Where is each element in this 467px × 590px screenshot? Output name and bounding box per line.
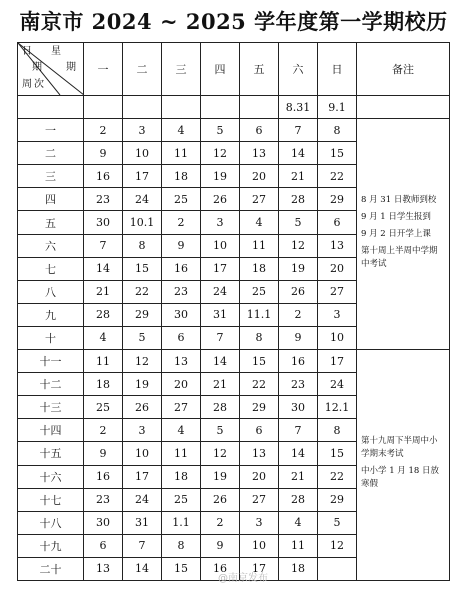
date-cell [201,96,240,119]
week-label: 九 [18,303,84,326]
week-label: 十七 [18,488,84,511]
date-cell: 27 [318,280,357,303]
date-cell: 14 [279,142,318,165]
week-label: 二 [18,142,84,165]
corner-label-xing: 星 [51,46,61,57]
date-cell: 17 [201,257,240,280]
date-cell: 3 [123,419,162,442]
date-cell [240,96,279,119]
date-cell [123,96,162,119]
week-label: 十八 [18,511,84,534]
note-line: 9 月 1 日学生报到 [361,211,431,222]
date-cell: 4 [84,326,123,349]
date-cell: 17 [318,350,357,373]
week-row [18,350,450,373]
notes-block [361,194,445,271]
weekday-header: 二 [123,43,162,96]
date-cell: 18 [162,465,201,488]
date-cell: 7 [201,326,240,349]
week-row [18,119,450,142]
date-cell: 24 [123,488,162,511]
semester-notes-first [357,119,450,350]
date-cell: 10 [201,234,240,257]
date-cell: 17 [123,465,162,488]
date-cell: 21 [279,465,318,488]
date-cell: 22 [123,280,162,303]
date-cell [162,96,201,119]
note-line: 第十九周下半周中小学期末考试 [361,436,438,459]
weekday-header: 日 [318,43,357,96]
date-cell: 12.1 [318,396,357,419]
date-cell: 26 [201,488,240,511]
date-cell: 29 [318,488,357,511]
date-cell: 14 [279,442,318,465]
date-cell: 24 [318,373,357,396]
week-label: 十二 [18,373,84,396]
date-cell: 5 [201,419,240,442]
date-cell: 4 [240,211,279,234]
date-cell: 13 [240,142,279,165]
date-cell: 1.1 [162,511,201,534]
date-cell: 16 [162,257,201,280]
date-cell: 21 [279,165,318,188]
date-cell: 7 [279,119,318,142]
date-cell: 29 [318,188,357,211]
date-cell: 31 [201,303,240,326]
date-cell: 21 [201,373,240,396]
date-cell: 10 [123,142,162,165]
date-cell: 16 [201,557,240,580]
date-cell: 28 [279,188,318,211]
date-cell: 11 [240,234,279,257]
date-cell: 13 [318,234,357,257]
date-cell: 11 [162,442,201,465]
note-line: 第十周上半周中学期中考试 [361,245,438,269]
date-cell: 5 [123,326,162,349]
date-cell: 4 [162,119,201,142]
week-label: 七 [18,257,84,280]
date-cell: 14 [201,350,240,373]
date-cell: 4 [162,419,201,442]
date-cell: 8 [240,326,279,349]
semester-notes-second [357,350,450,581]
date-cell: 24 [201,280,240,303]
date-cell: 12 [123,350,162,373]
date-cell: 13 [162,350,201,373]
date-cell: 3 [123,119,162,142]
date-cell: 11 [162,142,201,165]
date-cell: 18 [162,165,201,188]
date-cell: 30 [84,211,123,234]
date-cell: 2 [84,419,123,442]
date-cell: 18 [240,257,279,280]
date-cell: 15 [123,257,162,280]
date-cell: 5 [201,119,240,142]
date-cell: 9 [84,442,123,465]
date-cell: 31 [123,511,162,534]
weekday-header: 五 [240,43,279,96]
date-cell: 8.31 [279,96,318,119]
corner-label-qi2: 期 [66,62,76,73]
header-row [18,43,450,96]
calendar-body [18,96,450,581]
date-cell: 29 [240,396,279,419]
date-cell [318,557,357,580]
weekday-header: 三 [162,43,201,96]
date-cell: 7 [123,534,162,557]
date-cell: 26 [123,396,162,419]
date-cell: 15 [162,557,201,580]
week-label: 六 [18,234,84,257]
date-cell: 13 [84,557,123,580]
week-label: 十一 [18,350,84,373]
date-cell: 16 [84,165,123,188]
week-label: 十三 [18,396,84,419]
date-cell: 16 [279,350,318,373]
date-cell: 5 [318,511,357,534]
corner-label-zhou: 周 [22,79,32,90]
date-cell: 27 [162,396,201,419]
date-cell: 19 [201,465,240,488]
date-cell: 29 [123,303,162,326]
date-cell: 17 [123,165,162,188]
date-cell: 3 [318,303,357,326]
date-cell: 30 [84,511,123,534]
date-cell: 15 [318,142,357,165]
date-cell: 23 [279,373,318,396]
date-cell: 18 [279,557,318,580]
date-cell: 20 [240,465,279,488]
date-cell: 22 [318,465,357,488]
corner-label-qi1: 期 [32,62,42,73]
week-label: 十 [18,326,84,349]
date-cell: 16 [84,465,123,488]
date-cell: 28 [201,396,240,419]
date-cell: 28 [84,303,123,326]
date-cell: 25 [162,488,201,511]
date-cell: 12 [318,534,357,557]
date-cell: 9 [162,234,201,257]
date-cell: 8 [318,419,357,442]
date-cell: 26 [201,188,240,211]
date-cell: 6 [240,419,279,442]
date-cell: 14 [84,257,123,280]
date-cell: 10 [318,326,357,349]
week-label: 三 [18,165,84,188]
date-cell: 2 [84,119,123,142]
date-cell: 8 [123,234,162,257]
date-cell: 17 [240,557,279,580]
week-label: 八 [18,280,84,303]
weekday-header: 一 [84,43,123,96]
date-cell: 3 [240,511,279,534]
date-cell: 25 [84,396,123,419]
date-cell: 2 [201,511,240,534]
date-cell: 18 [84,373,123,396]
corner-label-ri: 日 [22,46,32,57]
watermark: @南京发布 [218,573,268,584]
date-cell: 19 [279,257,318,280]
date-cell: 7 [279,419,318,442]
date-cell: 3 [201,211,240,234]
date-cell: 20 [240,165,279,188]
date-cell: 21 [84,280,123,303]
date-cell: 11 [279,534,318,557]
week-label: 十五 [18,442,84,465]
date-cell [84,96,123,119]
note-line: 中小学 1 月 18 日放寒假 [361,466,440,489]
date-cell: 4 [279,511,318,534]
date-cell: 6 [240,119,279,142]
date-cell: 6 [84,534,123,557]
weekday-header: 四 [201,43,240,96]
date-cell: 7 [84,234,123,257]
note-line: 9 月 2 日开学上课 [361,228,431,239]
date-cell: 11 [84,350,123,373]
weekday-header: 六 [279,43,318,96]
date-cell: 8 [318,119,357,142]
note-line: 8 月 31 日教师到校 [361,194,437,205]
corner-label-ci: 次 [34,79,44,90]
date-cell: 9 [84,142,123,165]
date-cell: 5 [279,211,318,234]
notes-cell-empty [357,96,450,119]
date-cell: 20 [162,373,201,396]
week-label: 五 [18,211,84,234]
date-cell: 23 [84,488,123,511]
date-cell: 13 [240,442,279,465]
week-label: 二十 [18,557,84,580]
date-cell: 30 [162,303,201,326]
date-cell: 15 [240,350,279,373]
date-cell: 22 [240,373,279,396]
date-cell: 27 [240,188,279,211]
date-cell: 6 [162,326,201,349]
date-cell: 26 [279,280,318,303]
date-cell: 10 [240,534,279,557]
week-label: 十四 [18,419,84,442]
date-cell: 9.1 [318,96,357,119]
week-label [18,96,84,119]
date-cell: 6 [318,211,357,234]
page-title: 南京市 2024 ~ 2025 学年度第一学期校历 [19,9,448,34]
date-cell: 14 [123,557,162,580]
date-cell: 15 [318,442,357,465]
date-cell: 10.1 [123,211,162,234]
date-cell: 12 [201,442,240,465]
date-cell: 23 [84,188,123,211]
date-cell: 19 [123,373,162,396]
date-cell: 12 [201,142,240,165]
date-cell: 30 [279,396,318,419]
week-label: 十六 [18,465,84,488]
date-cell: 25 [240,280,279,303]
week-label: 十九 [18,534,84,557]
week-label: 四 [18,188,84,211]
date-cell: 27 [240,488,279,511]
date-cell: 19 [201,165,240,188]
date-cell: 10 [123,442,162,465]
date-cell: 23 [162,280,201,303]
date-cell: 9 [201,534,240,557]
date-cell: 22 [318,165,357,188]
school-calendar-table [17,42,450,581]
week-label: 一 [18,119,84,142]
date-cell: 20 [318,257,357,280]
date-cell: 28 [279,488,318,511]
date-cell: 2 [162,211,201,234]
date-cell: 11.1 [240,303,279,326]
date-cell: 12 [279,234,318,257]
date-cell: 25 [162,188,201,211]
date-cell: 9 [279,326,318,349]
notes-block [361,435,445,491]
corner-header [18,43,84,96]
notes-header: 备注 [357,43,450,96]
pre-week-row [18,96,450,119]
date-cell: 2 [279,303,318,326]
date-cell: 24 [123,188,162,211]
date-cell: 8 [162,534,201,557]
